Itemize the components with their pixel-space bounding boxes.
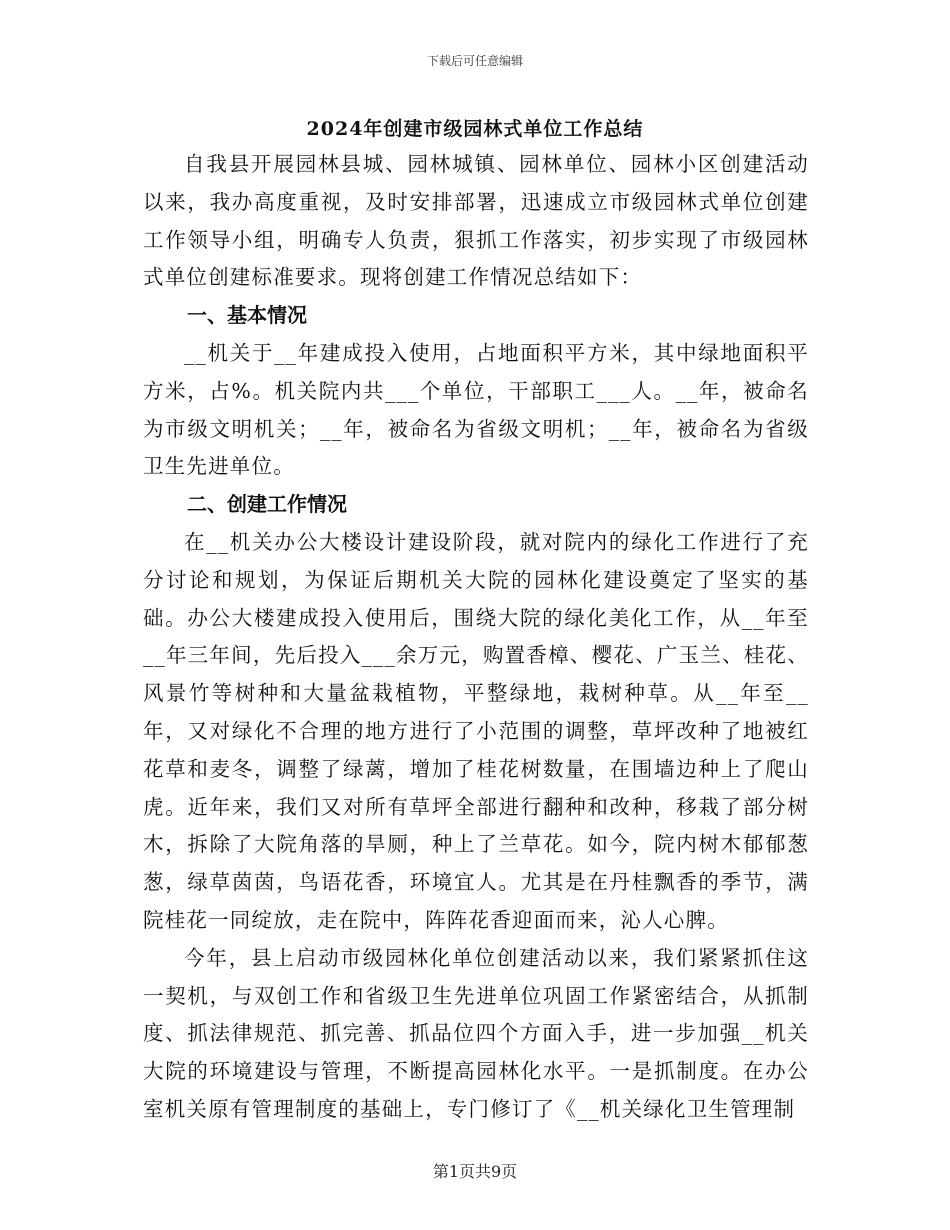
section-heading-basic: 一、基本情况	[187, 303, 307, 328]
section-heading-work: 二、创建工作情况	[187, 492, 347, 517]
page-header-note: 下载后可任意编辑	[426, 54, 523, 68]
section-work-paragraph-1: 在__机关办公大楼设计建设阶段，就对院内的绿化工作进行了充分讨论和规划，为保证后期机关大院的园林化建设奠定了坚实的基础。办公大楼建成投入使用后，围绕大院的绿化美化工作，从__年至__年三年间，先后投入___余万元，购置香樟、樱花、广玉兰、桂花、风景竹等树种和大量盆栽植物，平整绿地，栽树种草。从__年至__年，又对绿化不合理的地方进行了小范围的调整，草坪改种了地被红花草和麦冬，调整了绿蓠，增加了桂花树数量，在围墙边种上了爬山虎。近年来，我们又对所有草坪全部进行翻种和改种，移栽了部分树木，拆除了大院角落的旱厕，种上了兰草花。如今，院内树木郁郁葱葱，绿草茵茵，鸟语花香，环境宜人。尤其是在丹桂飘香的季节，满院桂花一同绽放，走在院中，阵阵花香迎面而来，沁人心脾。	[143, 529, 809, 932]
page-number-footer: 第1页共9页	[432, 1162, 518, 1181]
document-title: 2024年创建市级园林式单位工作总结	[306, 118, 644, 140]
section-basic-paragraph: __机关于__年建成投入使用，占地面积平方米，其中绿地面积平方米，占%。机关院内共___个单位，干部职工___人。__年，被命名为市级文明机关；__年，被命名为省级文明机；__年，被命名为省级卫生先进单位。	[143, 340, 809, 479]
section-work-paragraph-2: 今年，县上启动市级园林化单位创建活动以来，我们紧紧抓住这一契机，与双创工作和省级卫生先进单位巩固工作紧密结合，从抓制度、抓法律规范、抓完善、抓品位四个方面入手，进一步加强__机关大院的环境建设与管理，不断提高园林化水平。一是抓制度。在办公室机关原有管理制度的基础上，专门修订了《__机关绿化卫生管理制	[143, 945, 809, 1121]
intro-paragraph: 自我县开展园林县城、园林城镇、园林单位、园林小区创建活动以来，我办高度重视，及时安排部署，迅速成立市级园林式单位创建工作领导小组，明确专人负责，狠抓工作落实，初步实现了市级园林式单位创建标准要求。现将创建工作情况总结如下：	[143, 152, 809, 290]
document-body	[143, 146, 809, 1129]
